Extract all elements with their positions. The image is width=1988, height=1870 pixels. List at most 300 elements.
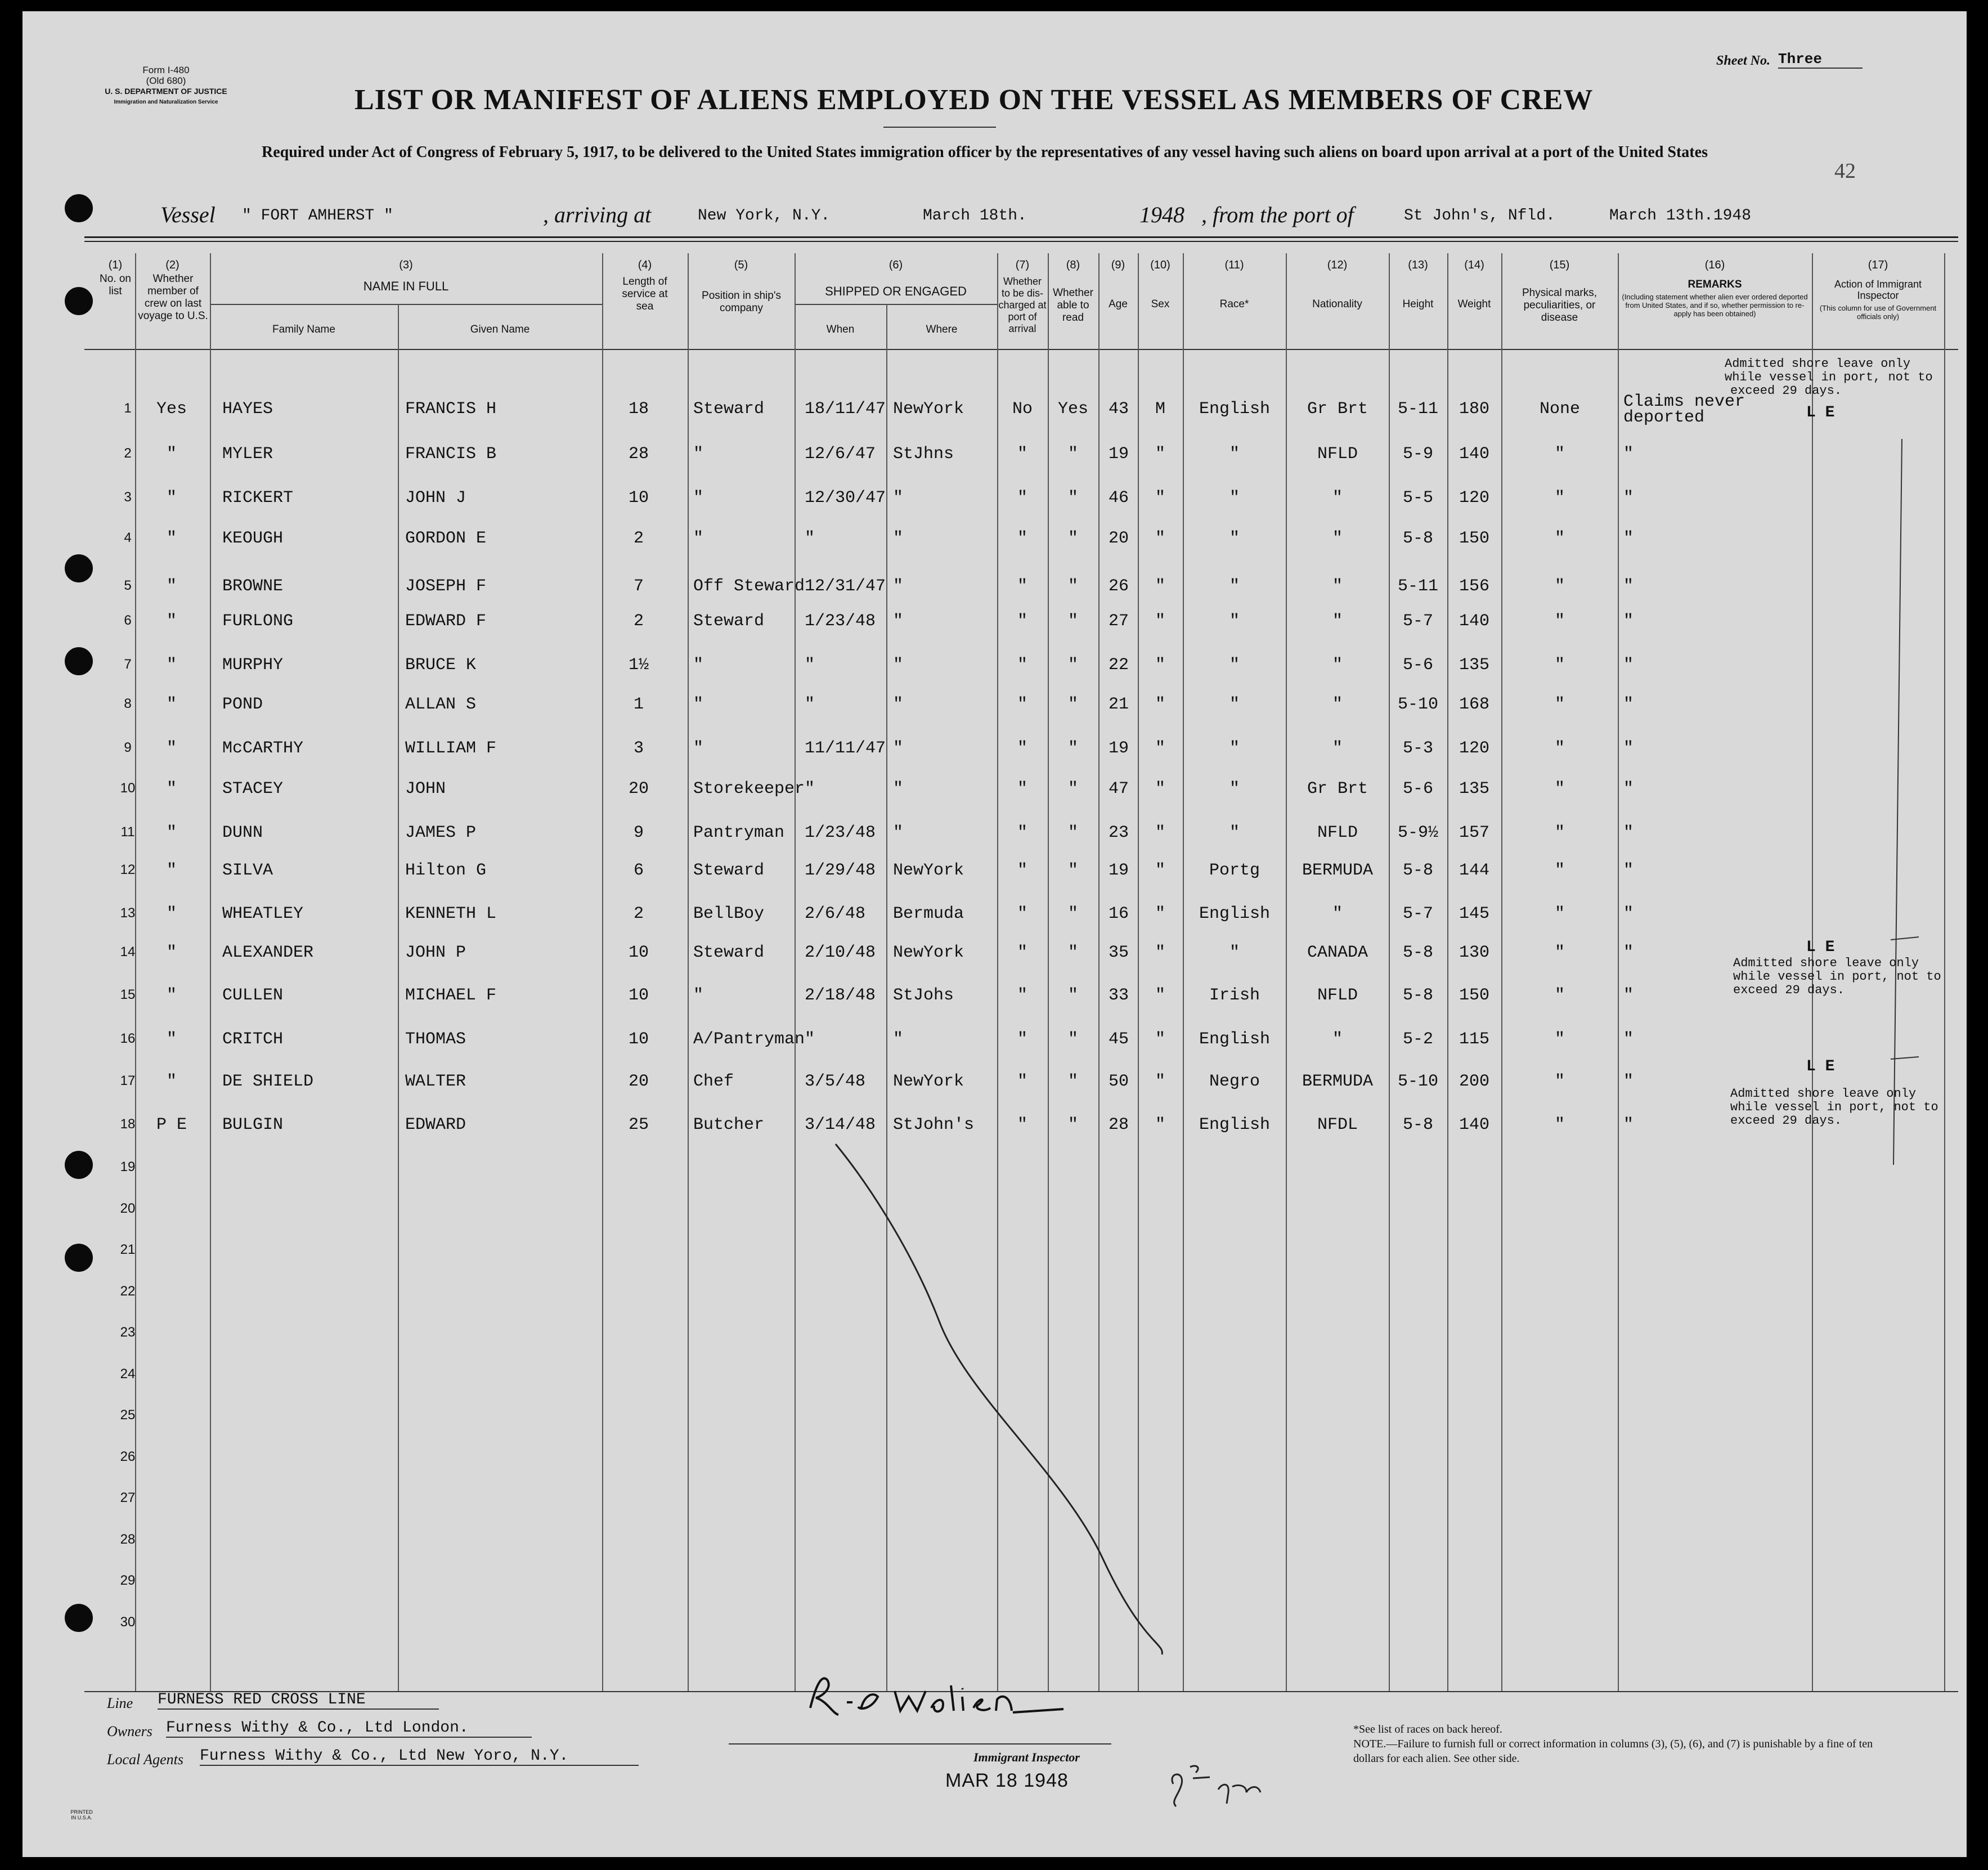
discharged-cell: " <box>1017 904 1027 923</box>
column-number: (3) <box>399 259 413 271</box>
height-cell: 5-7 <box>1402 612 1433 631</box>
service-cell: 20 <box>628 779 649 799</box>
header-where: Where <box>926 324 958 335</box>
read-cell: " <box>1067 1030 1078 1049</box>
where-cell: " <box>893 1030 904 1049</box>
header-weight: Weight <box>1457 298 1491 310</box>
column-number: (15) <box>1549 259 1570 271</box>
row-number: 11 <box>120 824 135 840</box>
nationality-cell: " <box>1332 656 1343 675</box>
inspector-initials: L E <box>1806 404 1835 421</box>
stamp-line: while vessel in port, not to <box>1730 1100 1938 1114</box>
discharged-cell: No <box>1012 400 1033 419</box>
position-cell: " <box>693 656 704 675</box>
where-cell: " <box>893 529 904 548</box>
empty-row-number: 27 <box>120 1490 136 1505</box>
race-cell: " <box>1229 943 1240 962</box>
weight-cell: 150 <box>1459 529 1489 548</box>
where-cell: Bermuda <box>893 904 964 923</box>
nationality-cell: Gr Brt <box>1307 779 1368 799</box>
column-number: (11) <box>1224 259 1244 271</box>
height-cell: 5-10 <box>1397 695 1438 714</box>
remarks-cell: " <box>1623 577 1634 596</box>
remarks-cell: " <box>1623 695 1634 714</box>
position-cell: " <box>693 986 704 1005</box>
weight-cell: 156 <box>1459 577 1489 596</box>
stamp-line: exceed 29 days. <box>1730 1114 1842 1128</box>
marks-cell: " <box>1554 612 1565 631</box>
remarks-cell: " <box>1623 986 1634 1005</box>
discharged-cell: " <box>1017 488 1027 508</box>
last-voyage-cell: " <box>166 695 177 714</box>
where-cell: " <box>893 823 904 842</box>
form-number: Form I-480 <box>142 65 190 75</box>
fine-note: NOTE.—Failure to furnish full or correct information in columns (3), (5), (6), and (7) is punishable by a fine of ten dollars for each alien. See other side. <box>1353 1738 1873 1765</box>
race-cell: " <box>1229 529 1240 548</box>
empty-row-number: 23 <box>120 1325 136 1340</box>
header-race: Race* <box>1219 298 1249 310</box>
where-cell: " <box>893 612 904 631</box>
sex-cell: " <box>1155 739 1165 758</box>
weight-cell: 200 <box>1459 1072 1489 1091</box>
discharged-cell: " <box>1017 656 1027 675</box>
height-cell: 5-9½ <box>1397 823 1438 842</box>
marks-cell: " <box>1554 739 1565 758</box>
read-cell: " <box>1067 577 1078 596</box>
last-voyage-cell: " <box>166 823 177 842</box>
given-name-cell: KENNETH L <box>405 904 497 923</box>
row-number: 16 <box>120 1031 136 1046</box>
remarks-cell: " <box>1623 943 1634 962</box>
age-cell: 35 <box>1108 943 1129 962</box>
when-cell: 2/6/48 <box>805 904 866 923</box>
race-cell: English <box>1199 400 1271 419</box>
remarks-cell: " <box>1623 612 1634 631</box>
row-number: 5 <box>124 578 132 593</box>
row-number: 8 <box>124 696 132 711</box>
subtitle: Required under Act of Congress of February 5, 1917, to be delivered to the United States immigration officer by the representatives of any vessel having such aliens on board upon arrival at a port of the United States <box>262 143 1708 161</box>
family-name-cell: FURLONG <box>222 612 294 631</box>
sex-cell: " <box>1155 986 1165 1005</box>
column-number: (2) <box>165 259 179 271</box>
read-cell: " <box>1067 1115 1078 1134</box>
column-number: (14) <box>1464 259 1484 271</box>
family-name-cell: BULGIN <box>222 1115 284 1134</box>
position-cell: " <box>693 529 704 548</box>
from-port: St John's, Nfld. <box>1404 207 1555 225</box>
row-number: 6 <box>124 613 132 628</box>
weight-cell: 120 <box>1459 739 1489 758</box>
height-cell: 5-6 <box>1402 779 1433 799</box>
race-cell: English <box>1199 904 1271 923</box>
age-cell: 47 <box>1108 779 1129 799</box>
height-cell: 5-8 <box>1402 1115 1433 1134</box>
service-cell: 2 <box>633 529 644 548</box>
discharged-cell: " <box>1017 943 1027 962</box>
discharged-cell: " <box>1017 529 1027 548</box>
where-cell: NewYork <box>893 943 964 962</box>
header-when: When <box>826 324 855 335</box>
weight-cell: 140 <box>1459 612 1489 631</box>
row-number: 10 <box>120 781 136 796</box>
nationality-cell: " <box>1332 488 1343 508</box>
when-cell: 2/18/48 <box>805 986 876 1005</box>
read-cell: " <box>1067 695 1078 714</box>
race-cell: Irish <box>1209 986 1260 1005</box>
weight-cell: 135 <box>1459 779 1489 799</box>
height-cell: 5-8 <box>1402 943 1433 962</box>
nationality-cell: BERMUDA <box>1302 861 1374 880</box>
weight-cell: 140 <box>1459 445 1489 464</box>
remarks-cell: " <box>1623 861 1634 880</box>
service-cell: 18 <box>628 400 649 419</box>
where-cell: " <box>893 577 904 596</box>
position-cell: " <box>693 488 704 508</box>
weight-cell: 180 <box>1459 400 1489 419</box>
given-name-cell: Hilton G <box>405 861 487 880</box>
nationality-cell: Gr Brt <box>1307 400 1368 419</box>
races-note: *See list of races on back hereof. <box>1353 1723 1502 1736</box>
given-name-cell: EDWARD <box>405 1115 466 1134</box>
service-cell: 1½ <box>628 656 649 675</box>
age-cell: 33 <box>1108 986 1129 1005</box>
marks-cell: " <box>1554 823 1565 842</box>
column-number: (8) <box>1066 259 1080 271</box>
height-cell: 5-11 <box>1397 577 1438 596</box>
nationality-cell: " <box>1332 904 1343 923</box>
service-cell: 10 <box>628 943 649 962</box>
family-name-cell: DE SHIELD <box>222 1072 314 1091</box>
where-cell: NewYork <box>893 1072 964 1091</box>
where-cell: StJohs <box>893 986 954 1005</box>
when-cell: 2/10/48 <box>805 943 876 962</box>
page-title: LIST OR MANIFEST OF ALIENS EMPLOYED ON THE VESSEL AS MEMBERS OF CREW <box>354 84 1594 116</box>
service-cell: 3 <box>633 739 644 758</box>
weight-cell: 150 <box>1459 986 1489 1005</box>
race-cell: " <box>1229 656 1240 675</box>
sex-cell: M <box>1155 400 1165 419</box>
empty-row-number: 20 <box>120 1200 136 1216</box>
family-name-cell: SILVA <box>222 861 273 880</box>
header-read: Whether able to read <box>1053 287 1093 324</box>
family-name-cell: CULLEN <box>222 986 284 1005</box>
when-cell: 12/30/47 <box>805 488 886 508</box>
sex-cell: " <box>1155 1072 1165 1091</box>
when-cell: 3/5/48 <box>805 1072 866 1091</box>
arrival-year: 1948 <box>1139 202 1184 227</box>
service-cell: 7 <box>633 577 644 596</box>
height-cell: 5-7 <box>1402 904 1433 923</box>
where-cell: " <box>893 695 904 714</box>
service-cell: 9 <box>633 823 644 842</box>
empty-row-number: 19 <box>120 1159 136 1174</box>
given-name-cell: ALLAN S <box>405 695 477 714</box>
when-cell: " <box>805 779 815 799</box>
race-cell: " <box>1229 612 1240 631</box>
row-number: 4 <box>124 530 132 545</box>
race-cell: English <box>1199 1115 1271 1134</box>
weight-cell: 168 <box>1459 695 1489 714</box>
marks-cell: " <box>1554 1115 1565 1134</box>
from-date: March 13th.1948 <box>1609 207 1752 225</box>
age-cell: 27 <box>1108 612 1129 631</box>
remarks-cell: " <box>1623 445 1634 464</box>
arriving-label: , arriving at <box>543 202 652 227</box>
signature-line <box>729 1743 1111 1745</box>
age-cell: 50 <box>1108 1072 1129 1091</box>
header-service: Length of service at sea <box>622 276 668 312</box>
family-name-cell: McCARTHY <box>222 739 304 758</box>
empty-row-number: 28 <box>120 1531 136 1547</box>
given-name-cell: EDWARD F <box>405 612 487 631</box>
read-cell: " <box>1067 779 1078 799</box>
remarks-cell: " <box>1623 823 1634 842</box>
race-cell: " <box>1229 823 1240 842</box>
remarks-cell: " <box>1623 739 1634 758</box>
read-cell: " <box>1067 612 1078 631</box>
nationality-cell: BERMUDA <box>1302 1072 1374 1091</box>
inspector-signature <box>799 1663 1114 1725</box>
empty-row-number: 30 <box>120 1614 136 1630</box>
position-cell: Steward <box>693 400 765 419</box>
sex-cell: " <box>1155 861 1165 880</box>
column-number: (9) <box>1111 259 1125 271</box>
given-name-cell: WILLIAM F <box>405 739 497 758</box>
header-action: Action of Immigrant Inspector <box>1834 279 1922 301</box>
service-cell: 10 <box>628 1030 649 1049</box>
from-label: , from the port of <box>1201 202 1354 227</box>
discharged-cell: " <box>1017 1072 1027 1091</box>
nationality-cell: NFLD <box>1317 445 1358 464</box>
cancel-line <box>836 1144 1162 1654</box>
position-cell: " <box>693 739 704 758</box>
service-cell: 6 <box>633 861 644 880</box>
department: U. S. DEPARTMENT OF JUSTICE <box>105 87 227 96</box>
marks-cell: " <box>1554 943 1565 962</box>
sex-cell: " <box>1155 1115 1165 1134</box>
marks-cell: " <box>1554 488 1565 508</box>
header-sex: Sex <box>1151 298 1170 310</box>
service-cell: 10 <box>628 488 649 508</box>
discharged-cell: " <box>1017 612 1027 631</box>
when-cell: " <box>805 656 815 675</box>
last-voyage-cell: " <box>166 529 177 548</box>
sex-cell: " <box>1155 529 1165 548</box>
row-number: 9 <box>124 740 132 755</box>
weight-cell: 157 <box>1459 823 1489 842</box>
marks-cell: " <box>1554 779 1565 799</box>
sex-cell: " <box>1155 656 1165 675</box>
header-family-name: Family Name <box>272 324 335 335</box>
owners-label: Owners <box>107 1723 152 1739</box>
sex-cell: " <box>1155 577 1165 596</box>
position-cell: " <box>693 695 704 714</box>
marks-cell: " <box>1554 577 1565 596</box>
age-cell: 43 <box>1108 400 1129 419</box>
where-cell: " <box>893 779 904 799</box>
nationality-cell: NFLD <box>1317 986 1358 1005</box>
race-cell: Portg <box>1209 861 1260 880</box>
last-voyage-cell: " <box>166 1030 177 1049</box>
age-cell: 19 <box>1108 445 1129 464</box>
row-number: 2 <box>124 446 132 461</box>
row-number: 3 <box>124 490 132 505</box>
sex-cell: " <box>1155 943 1165 962</box>
empty-row-number: 22 <box>120 1283 136 1299</box>
column-number: (12) <box>1327 259 1348 271</box>
when-cell: 3/14/48 <box>805 1115 876 1134</box>
remarks-cell: " <box>1623 1030 1634 1049</box>
weight-cell: 140 <box>1459 1115 1489 1134</box>
bracket-line <box>1893 439 1902 1165</box>
read-cell: Yes <box>1057 400 1088 419</box>
column-number: (7) <box>1015 259 1030 271</box>
row-number: 12 <box>120 862 136 877</box>
marks-cell: " <box>1554 695 1565 714</box>
race-cell: " <box>1229 695 1240 714</box>
column-number: (1) <box>108 259 123 271</box>
sex-cell: " <box>1155 445 1165 464</box>
vessel-label: Vessel <box>160 202 216 227</box>
given-name-cell: JAMES P <box>405 823 477 842</box>
discharged-cell: " <box>1017 577 1027 596</box>
height-cell: 5-8 <box>1402 861 1433 880</box>
row-number: 7 <box>124 657 132 672</box>
stamp-line: while vessel in port, not to <box>1733 970 1941 984</box>
header-remarks: REMARKS <box>1688 279 1742 290</box>
read-cell: " <box>1067 904 1078 923</box>
where-cell: NewYork <box>893 400 964 419</box>
last-voyage-cell: " <box>166 1072 177 1091</box>
race-cell: " <box>1229 577 1240 596</box>
given-name-cell: MICHAEL F <box>405 986 497 1005</box>
when-cell: 1/29/48 <box>805 861 876 880</box>
discharged-cell: " <box>1017 861 1027 880</box>
manifest-page <box>23 11 1967 1857</box>
marks-cell: " <box>1554 861 1565 880</box>
form-old-number: (Old 680) <box>146 75 186 86</box>
row-number: 14 <box>120 944 136 959</box>
remarks-cell: Claims never deported <box>1623 392 1745 427</box>
column-number: (6) <box>888 259 903 271</box>
when-cell: 1/23/48 <box>805 823 876 842</box>
last-voyage-cell: " <box>166 986 177 1005</box>
marks-cell: None <box>1539 400 1580 419</box>
age-cell: 21 <box>1108 695 1129 714</box>
marks-cell: " <box>1554 986 1565 1005</box>
family-name-cell: BROWNE <box>222 577 284 596</box>
race-cell: English <box>1199 1030 1271 1049</box>
printed-mark: PRINTED IN U.S.A. <box>70 1809 93 1820</box>
height-cell: 5-11 <box>1397 400 1438 419</box>
position-cell: BellBoy <box>693 904 765 923</box>
marks-cell: " <box>1554 529 1565 548</box>
given-name-cell: THOMAS <box>405 1030 466 1049</box>
given-name-cell: JOHN P <box>405 943 466 962</box>
where-cell: " <box>893 739 904 758</box>
column-number: (4) <box>638 259 652 271</box>
race-cell: " <box>1229 739 1240 758</box>
last-voyage-cell: " <box>166 612 177 631</box>
discharged-cell: " <box>1017 1115 1027 1134</box>
owners: Furness Withy & Co., Ltd London. <box>166 1719 532 1738</box>
age-cell: 26 <box>1108 577 1129 596</box>
header-no-on-list: No. on list <box>100 273 131 297</box>
when-cell: 18/11/47 <box>805 400 886 419</box>
sex-cell: " <box>1155 904 1165 923</box>
weight-cell: 145 <box>1459 904 1489 923</box>
marks-cell: " <box>1554 904 1565 923</box>
where-cell: NewYork <box>893 861 964 880</box>
read-cell: " <box>1067 861 1078 880</box>
given-name-cell: GORDON E <box>405 529 487 548</box>
header-last-voyage: Whether member of crew on last voyage to U.S. <box>138 273 208 322</box>
family-name-cell: MURPHY <box>222 656 284 675</box>
signature-stroke <box>810 1678 1063 1715</box>
height-cell: 5-3 <box>1402 739 1433 758</box>
when-cell: 12/31/47 <box>805 577 886 596</box>
weight-cell: 135 <box>1459 656 1489 675</box>
read-cell: " <box>1067 445 1078 464</box>
age-cell: 19 <box>1108 739 1129 758</box>
age-cell: 22 <box>1108 656 1129 675</box>
nationality-cell: " <box>1332 612 1343 631</box>
sex-cell: " <box>1155 1030 1165 1049</box>
stamp-line: exceed 29 days. <box>1730 384 1842 398</box>
when-cell: " <box>805 1030 815 1049</box>
where-cell: " <box>893 488 904 508</box>
nationality-cell: NFDL <box>1317 1115 1358 1134</box>
empty-row-number: 26 <box>120 1449 136 1464</box>
weight-cell: 120 <box>1459 488 1489 508</box>
sheet-label: Sheet No. <box>1716 53 1770 68</box>
family-name-cell: WHEATLEY <box>222 904 304 923</box>
header-shipped: SHIPPED OR ENGAGED <box>825 284 967 298</box>
height-cell: 5-10 <box>1397 1072 1438 1091</box>
bracket-line <box>1891 937 1919 940</box>
column-number: (10) <box>1150 259 1170 271</box>
age-cell: 28 <box>1108 1115 1129 1134</box>
marks-cell: " <box>1554 1072 1565 1091</box>
position-cell: Steward <box>693 943 765 962</box>
remarks-cell: " <box>1623 488 1634 508</box>
header-name: NAME IN FULL <box>363 279 449 293</box>
arrival-port: New York, N.Y. <box>698 207 831 225</box>
position-cell: Steward <box>693 612 765 631</box>
shipping-line: FURNESS RED CROSS LINE <box>158 1691 439 1710</box>
given-name-cell: WALTER <box>405 1072 466 1091</box>
fee-annotation <box>1162 1761 1308 1818</box>
last-voyage-cell: " <box>166 488 177 508</box>
race-cell: " <box>1229 779 1240 799</box>
last-voyage-cell: " <box>166 739 177 758</box>
footer-notes <box>1353 1722 1888 1766</box>
nationality-cell: " <box>1332 1030 1343 1049</box>
age-cell: 46 <box>1108 488 1129 508</box>
age-cell: 23 <box>1108 823 1129 842</box>
age-cell: 16 <box>1108 904 1129 923</box>
nationality-cell: " <box>1332 739 1343 758</box>
service-cell: 10 <box>628 986 649 1005</box>
page-number: 42 <box>1834 159 1856 183</box>
nationality-cell: CANADA <box>1307 943 1368 962</box>
marks-cell: " <box>1554 656 1565 675</box>
family-name-cell: STACEY <box>222 779 284 799</box>
service-cell: 28 <box>628 445 649 464</box>
row-number: 1 <box>124 401 132 416</box>
service: Immigration and Naturalization Service <box>114 99 218 105</box>
empty-row-number: 29 <box>120 1573 136 1588</box>
